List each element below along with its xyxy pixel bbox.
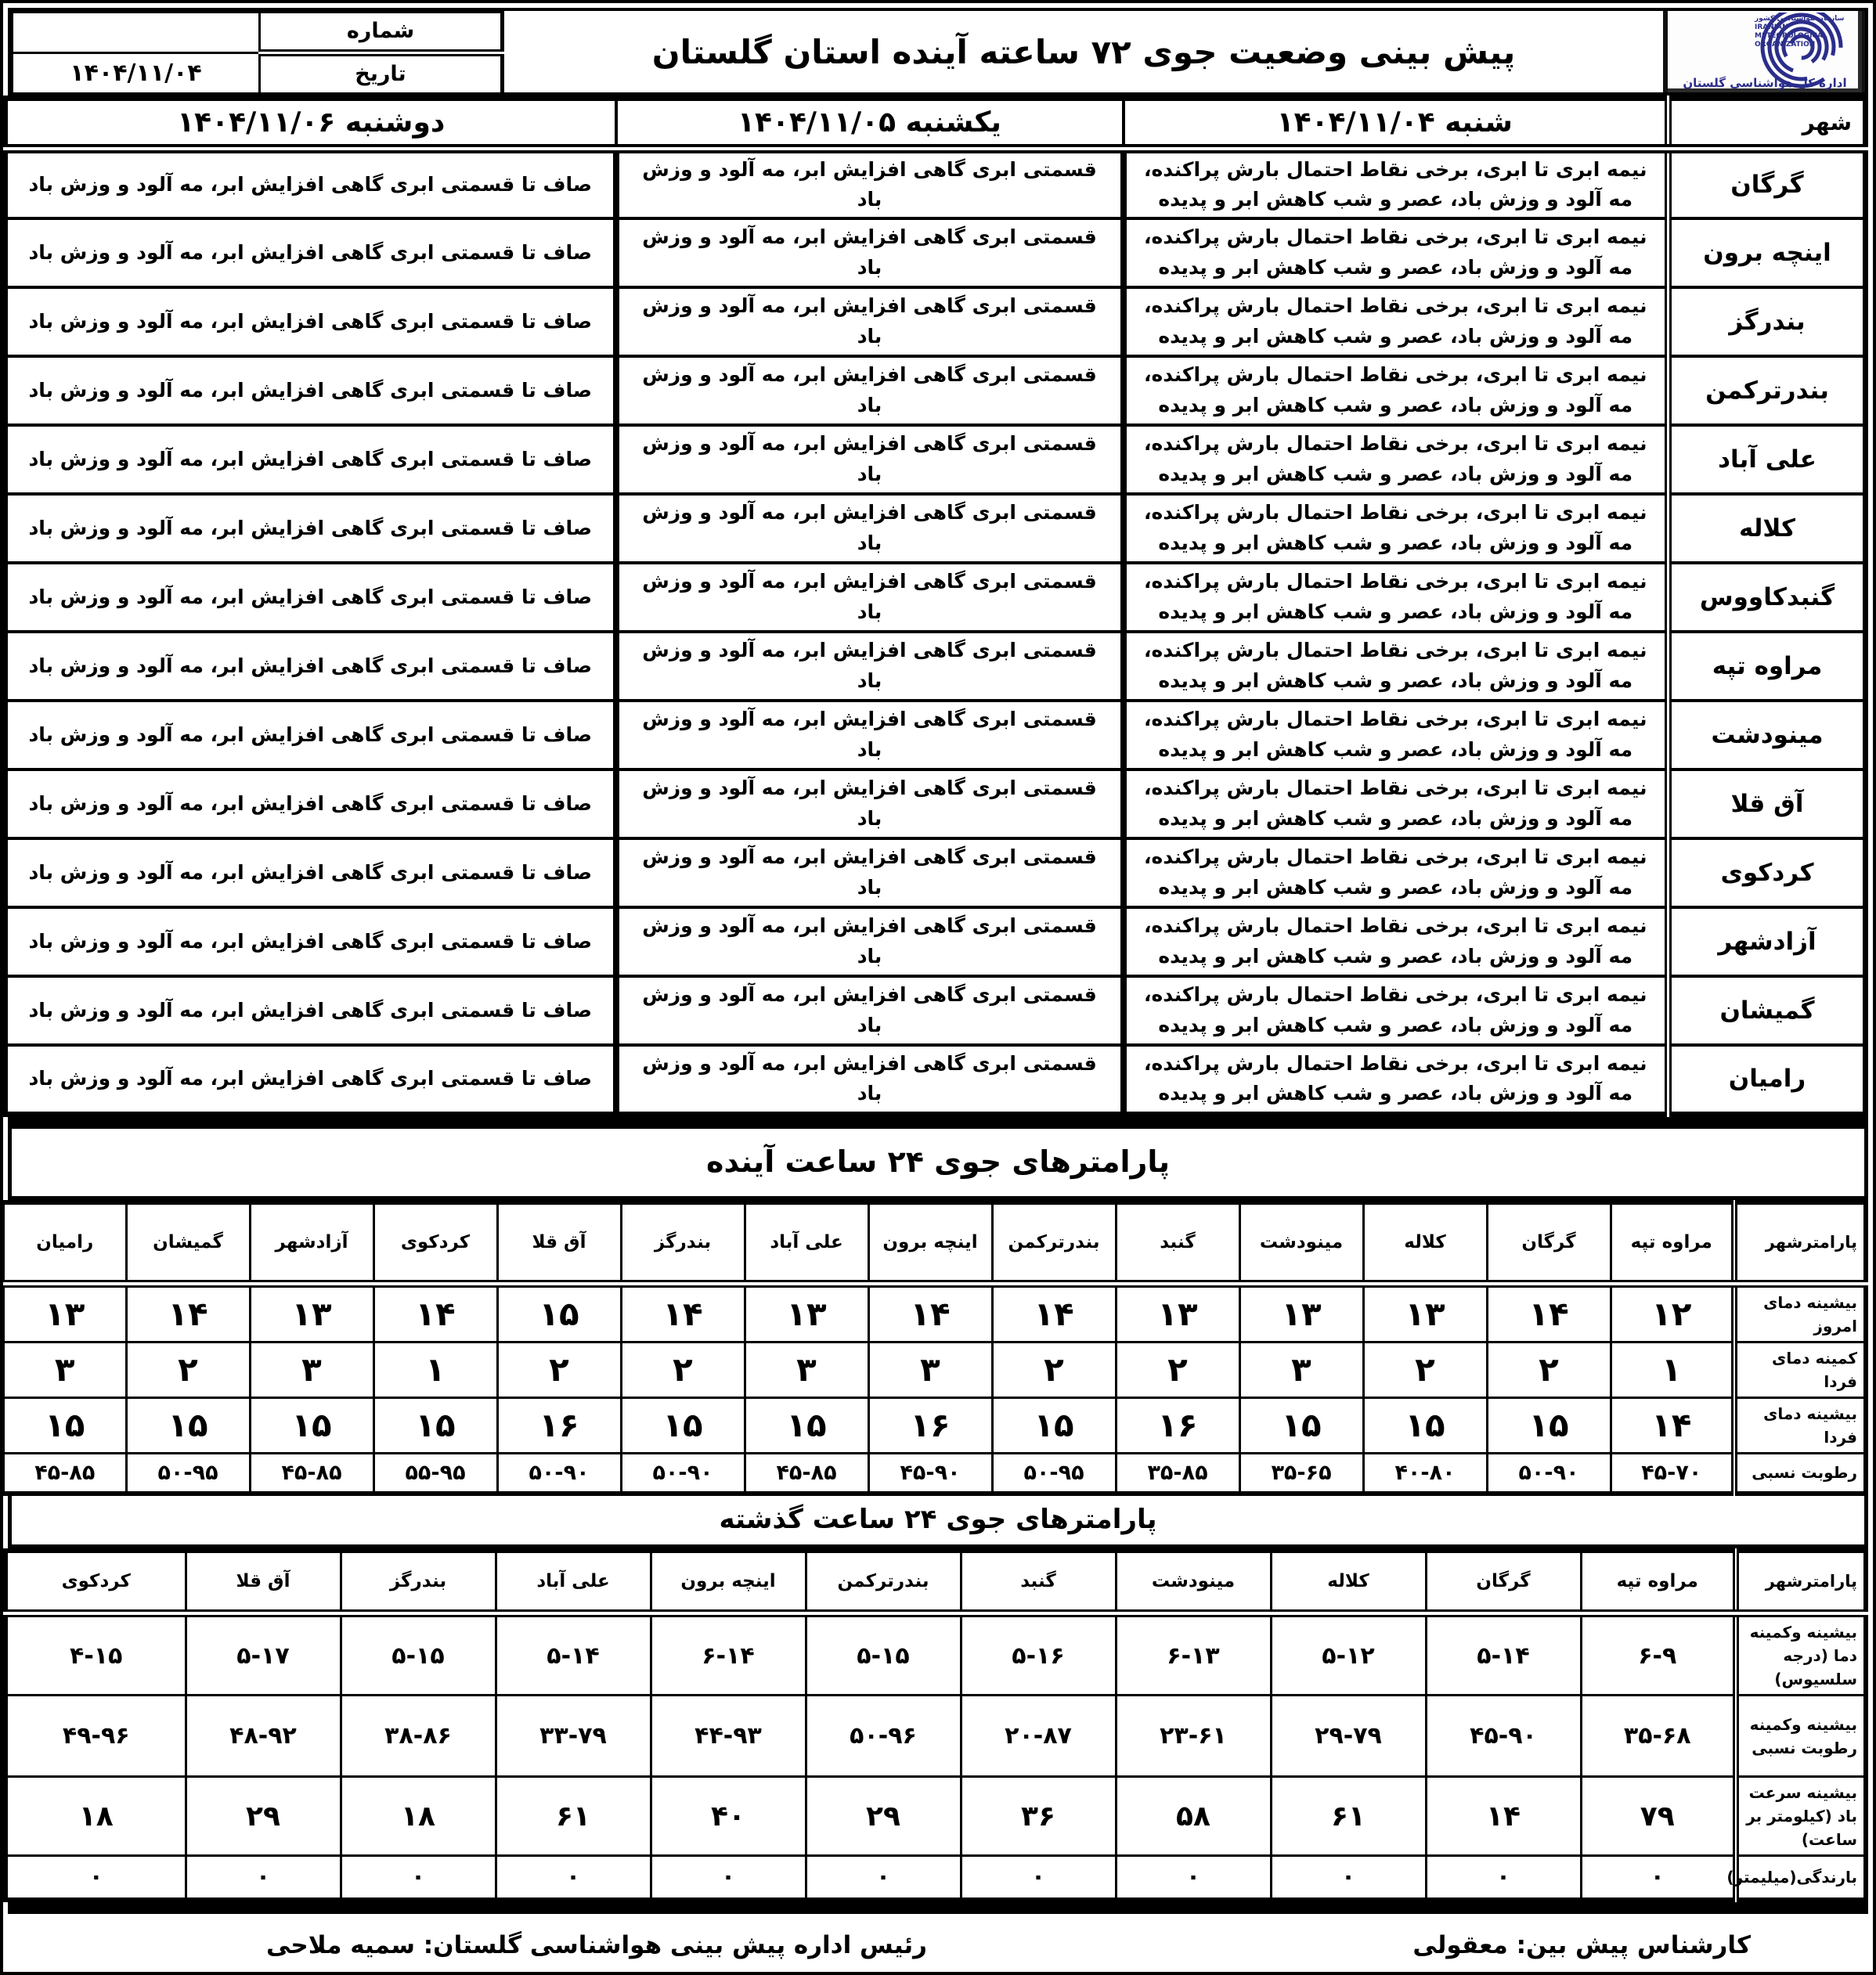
date-label: تاریخ [260, 52, 503, 92]
organization-logo [1663, 11, 1865, 92]
param-value: ۴۵-۷۰ [1611, 1453, 1734, 1494]
forecast-mon: صاف تا قسمتی ابری گاهی افزایش ابر، مه آلود و وزش باد [5, 769, 616, 838]
city-column-header: شهر [1669, 99, 1866, 149]
section-divider [8, 1117, 1868, 1129]
city-name: کردکوی [1669, 838, 1866, 907]
param-value: ۵۰-۹۰ [497, 1453, 621, 1494]
param-value: ۵-۱۷ [186, 1613, 341, 1696]
forecast-row [5, 907, 1866, 976]
logo-office-name: اداره کل هواشناسی گلستان [1683, 76, 1847, 90]
param-value: ۳۳-۷۹ [496, 1696, 651, 1777]
param-value: ۱ [1611, 1342, 1734, 1397]
param-value: ۲ [497, 1342, 621, 1397]
city-name: گنبدکاووس [1669, 563, 1866, 632]
forecast-mon: صاف تا قسمتی ابری گاهی افزایش ابر، مه آلود و وزش باد [5, 494, 616, 563]
param-row-max-temp-today [2, 1284, 1866, 1342]
param-value: ۶۱ [496, 1777, 651, 1856]
param-value: ۰ [341, 1856, 496, 1900]
param-value: ۵۰-۹۶ [806, 1696, 961, 1777]
param-value: ۶-۱۳ [1116, 1613, 1271, 1696]
forecast-mon: صاف تا قسمتی ابری گاهی افزایش ابر، مه آلود و وزش باد [5, 907, 616, 976]
param-city-header: کلاله [1271, 1551, 1426, 1613]
param-value: ۳ [250, 1342, 373, 1397]
param-value: ۲۹-۷۹ [1271, 1696, 1426, 1777]
param-value: ۱۵ [1239, 1397, 1363, 1453]
future-params-table [0, 1200, 1868, 1497]
param-row-label: بیشینه دمای فردا [1734, 1397, 1866, 1453]
forecast-sun: قسمتی ابری گاهی افزایش ابر، مه آلود و وزش باد [616, 838, 1124, 907]
param-row-max-wind-speed [5, 1777, 1866, 1856]
forecast-row [5, 425, 1866, 494]
param-value: ۵۸ [1116, 1777, 1271, 1856]
forecast-sat: نیمه ابری تا ابری، برخی نقاط احتمال بارش پراکنده، مه آلود و وزش باد، عصر و شب کاهش ابر و پدیده [1124, 356, 1669, 425]
param-value: ۵-۱۶ [961, 1613, 1116, 1696]
param-value: ۳ [2, 1342, 126, 1397]
param-value: ۱۵ [992, 1397, 1116, 1453]
param-value: ۱۳ [250, 1284, 373, 1342]
param-value: ۰ [1116, 1856, 1271, 1900]
param-value: ۱۴ [868, 1284, 992, 1342]
param-value: ۱۵ [126, 1397, 250, 1453]
param-city-header: بندرترکمن [992, 1202, 1116, 1284]
param-city-header: علی آباد [745, 1202, 868, 1284]
future-params-title: پارامترهای جوی ۲۴ ساعت آینده [8, 1129, 1868, 1200]
city-name: رامیان [1669, 1045, 1866, 1114]
forecast-row [5, 769, 1866, 838]
param-value: ۱۳ [2, 1284, 126, 1342]
city-name: آق قلا [1669, 769, 1866, 838]
param-row-label: بیشینه دمای امروز [1734, 1284, 1866, 1342]
forecast-row [5, 563, 1866, 632]
forecast-sun: قسمتی ابری گاهی افزایش ابر، مه آلود و وزش باد [616, 1045, 1124, 1114]
param-row-label: بیشینه وکمینه دما (درجه سلسیوس) [1736, 1613, 1866, 1696]
forecast-mon: صاف تا قسمتی ابری گاهی افزایش ابر، مه آلود و وزش باد [5, 976, 616, 1045]
forecast-sun: قسمتی ابری گاهی افزایش ابر، مه آلود و وزش باد [616, 425, 1124, 494]
title-box [504, 11, 1663, 92]
logo-org-en-1: IRANIAN [1755, 23, 1788, 31]
param-row-minmax-humidity [5, 1696, 1866, 1777]
param-row-label: کمینه دمای فردا [1734, 1342, 1866, 1397]
param-city-header: بندرگز [621, 1202, 745, 1284]
city-name: کلاله [1669, 494, 1866, 563]
param-value: ۲ [621, 1342, 745, 1397]
param-city-header: کردکوی [373, 1202, 497, 1284]
param-value: ۵-۱۲ [1271, 1613, 1426, 1696]
forecast-sat: نیمه ابری تا ابری، برخی نقاط احتمال بارش پراکنده، مه آلود و وزش باد، عصر و شب کاهش ابر و پدیده [1124, 1045, 1669, 1114]
param-value: ۱۵ [1487, 1397, 1611, 1453]
param-value: ۵۰-۹۵ [992, 1453, 1116, 1494]
param-value: ۲۳-۶۱ [1116, 1696, 1271, 1777]
forecast-sat: نیمه ابری تا ابری، برخی نقاط احتمال بارش پراکنده، مه آلود و وزش باد، عصر و شب کاهش ابر و پدیده [1124, 838, 1669, 907]
param-value: ۱۴ [1426, 1777, 1581, 1856]
param-value: ۱۳ [1363, 1284, 1487, 1342]
param-city-header: گرگان [1426, 1551, 1581, 1613]
param-value: ۱۴ [992, 1284, 1116, 1342]
param-city-header: گرگان [1487, 1202, 1611, 1284]
param-value: ۳۵-۸۵ [1116, 1453, 1239, 1494]
day-header-saturday: شنبه ۱۴۰۴/۱۱/۰۴ [1124, 99, 1669, 149]
param-value: ۴۴-۹۳ [651, 1696, 806, 1777]
param-city-header: آزادشهر [250, 1202, 373, 1284]
param-value: ۲ [126, 1342, 250, 1397]
forecast-header-row [5, 99, 1866, 149]
param-value: ۵۰-۹۰ [621, 1453, 745, 1494]
param-value: ۳۵-۶۵ [1239, 1453, 1363, 1494]
forecast-sun: قسمتی ابری گاهی افزایش ابر، مه آلود و وزش باد [616, 494, 1124, 563]
forecast-sun: قسمتی ابری گاهی افزایش ابر، مه آلود و وزش باد [616, 287, 1124, 356]
forecast-sat: نیمه ابری تا ابری، برخی نقاط احتمال بارش پراکنده، مه آلود و وزش باد، عصر و شب کاهش ابر و پدیده [1124, 425, 1669, 494]
param-city-header: مینودشت [1239, 1202, 1363, 1284]
param-city-header: گمیشان [126, 1202, 250, 1284]
head-signature: رئیس اداره پیش بینی هواشناسی گلستان: سمیه ملاحی [266, 1930, 927, 1959]
forecast-sun: قسمتی ابری گاهی افزایش ابر، مه آلود و وزش باد [616, 149, 1124, 219]
city-name: بندرترکمن [1669, 356, 1866, 425]
forecast-table [2, 96, 1868, 1117]
param-value: ۰ [1426, 1856, 1581, 1900]
param-value: ۱۴ [1487, 1284, 1611, 1342]
param-city-header: اینچه برون [868, 1202, 992, 1284]
forecast-row [5, 632, 1866, 701]
param-value: ۴۸-۹۲ [186, 1696, 341, 1777]
forecast-sat: نیمه ابری تا ابری، برخی نقاط احتمال بارش پراکنده، مه آلود و وزش باد، عصر و شب کاهش ابر و پدیده [1124, 494, 1669, 563]
param-city-header: مراوه تپه [1611, 1202, 1734, 1284]
param-value: ۴۵-۸۵ [745, 1453, 868, 1494]
forecast-sun: قسمتی ابری گاهی افزایش ابر، مه آلود و وزش باد [616, 976, 1124, 1045]
number-label: شماره [260, 13, 503, 53]
param-city-header: کردکوی [5, 1551, 186, 1613]
param-value: ۱۳ [745, 1284, 868, 1342]
forecast-sat: نیمه ابری تا ابری، برخی نقاط احتمال بارش پراکنده، مه آلود و وزش باد، عصر و شب کاهش ابر و پدیده [1124, 769, 1669, 838]
param-value: ۰ [1271, 1856, 1426, 1900]
param-value: ۴۰ [651, 1777, 806, 1856]
param-value: ۱ [373, 1342, 497, 1397]
params-corner-header: پارامترشهر [1736, 1551, 1866, 1613]
param-city-header: مینودشت [1116, 1551, 1271, 1613]
params-corner-header: پارامترشهر [1734, 1202, 1866, 1284]
param-value: ۲ [1116, 1342, 1239, 1397]
logo-org-en-3: ORGANIZATION [1755, 41, 1816, 49]
forecast-sun: قسمتی ابری گاهی افزایش ابر، مه آلود و وزش باد [616, 632, 1124, 701]
day-header-sunday: یکشنبه ۱۴۰۴/۱۱/۰۵ [616, 99, 1124, 149]
param-value: ۰ [961, 1856, 1116, 1900]
param-value: ۳ [1239, 1342, 1363, 1397]
param-row-label: رطوبت نسبی [1734, 1453, 1866, 1494]
param-value: ۰ [5, 1856, 186, 1900]
param-value: ۵-۱۴ [1426, 1613, 1581, 1696]
param-value: ۵۰-۹۵ [126, 1453, 250, 1494]
document-header [8, 8, 1868, 96]
param-city-header: آق قلا [497, 1202, 621, 1284]
forecast-sat: نیمه ابری تا ابری، برخی نقاط احتمال بارش پراکنده، مه آلود و وزش باد، عصر و شب کاهش ابر و پدیده [1124, 976, 1669, 1045]
param-value: ۱۵ [1363, 1397, 1487, 1453]
param-value: ۱۳ [1239, 1284, 1363, 1342]
forecaster-signature: کارشناس پیش بین: معقولی [1412, 1930, 1751, 1959]
param-value: ۱۴ [126, 1284, 250, 1342]
city-name: گرگان [1669, 149, 1866, 219]
forecast-row [5, 356, 1866, 425]
param-row-label: بیشینه وکمینه رطوبت نسبی [1736, 1696, 1866, 1777]
param-value: ۶۱ [1271, 1777, 1426, 1856]
number-value [13, 13, 260, 53]
forecast-sun: قسمتی ابری گاهی افزایش ابر، مه آلود و وزش باد [616, 218, 1124, 287]
param-value: ۱۶ [497, 1397, 621, 1453]
number-date-table [11, 11, 504, 92]
city-name: علی آباد [1669, 425, 1866, 494]
forecast-row [5, 287, 1866, 356]
param-row-minmax-temp [5, 1613, 1866, 1696]
logo-org-en-2: METEOROLOGICAL [1755, 32, 1827, 40]
forecast-sat: نیمه ابری تا ابری، برخی نقاط احتمال بارش پراکنده، مه آلود و وزش باد، عصر و شب کاهش ابر و پدیده [1124, 563, 1669, 632]
param-value: ۱۳ [1116, 1284, 1239, 1342]
param-value: ۲ [1487, 1342, 1611, 1397]
param-value: ۰ [186, 1856, 341, 1900]
signature-footer [8, 1914, 1868, 1967]
city-name: اینچه برون [1669, 218, 1866, 287]
param-value: ۳۵-۶۸ [1581, 1696, 1736, 1777]
param-city-header: گنبد [961, 1551, 1116, 1613]
param-value: ۴۵-۸۵ [2, 1453, 126, 1494]
param-value: ۲ [1363, 1342, 1487, 1397]
forecast-sat: نیمه ابری تا ابری، برخی نقاط احتمال بارش پراکنده، مه آلود و وزش باد، عصر و شب کاهش ابر و پدیده [1124, 632, 1669, 701]
forecast-mon: صاف تا قسمتی ابری گاهی افزایش ابر، مه آلود و وزش باد [5, 701, 616, 769]
forecast-row [5, 1045, 1866, 1114]
forecast-sat: نیمه ابری تا ابری، برخی نقاط احتمال بارش پراکنده، مه آلود و وزش باد، عصر و شب کاهش ابر و پدیده [1124, 218, 1669, 287]
param-row-min-temp-tomorrow [2, 1342, 1866, 1397]
city-name: آزادشهر [1669, 907, 1866, 976]
param-value: ۰ [1581, 1856, 1736, 1900]
meteorological-organization-logo-icon [1670, 13, 1860, 91]
param-value: ۰ [651, 1856, 806, 1900]
city-name: مراوه تپه [1669, 632, 1866, 701]
param-value: ۴۵-۸۵ [250, 1453, 373, 1494]
param-value: ۵۰-۹۰ [1487, 1453, 1611, 1494]
section-divider [8, 1902, 1868, 1914]
param-value: ۴۵-۹۰ [1426, 1696, 1581, 1777]
forecast-mon: صاف تا قسمتی ابری گاهی افزایش ابر، مه آلود و وزش باد [5, 632, 616, 701]
forecast-sun: قسمتی ابری گاهی افزایش ابر، مه آلود و وزش باد [616, 907, 1124, 976]
param-value: ۳ [868, 1342, 992, 1397]
forecast-sat: نیمه ابری تا ابری، برخی نقاط احتمال بارش پراکنده، مه آلود و وزش باد، عصر و شب کاهش ابر و پدیده [1124, 907, 1669, 976]
forecast-mon: صاف تا قسمتی ابری گاهی افزایش ابر، مه آلود و وزش باد [5, 149, 616, 219]
param-value: ۵۵-۹۵ [373, 1453, 497, 1494]
param-value: ۲۰-۸۷ [961, 1696, 1116, 1777]
forecast-row [5, 218, 1866, 287]
param-value: ۴۹-۹۶ [5, 1696, 186, 1777]
future-params-header-row [2, 1202, 1866, 1284]
city-name: گمیشان [1669, 976, 1866, 1045]
param-value: ۱۵ [373, 1397, 497, 1453]
forecast-row [5, 976, 1866, 1045]
param-row-label: بیشینه سرعت باد (کیلومتر بر ساعت) [1736, 1777, 1866, 1856]
param-value: ۱۵ [2, 1397, 126, 1453]
param-row-label: بارندگی(میلیمتر) [1736, 1856, 1866, 1900]
param-value: ۷۹ [1581, 1777, 1736, 1856]
param-value: ۲ [992, 1342, 1116, 1397]
param-value: ۱۵ [745, 1397, 868, 1453]
forecast-sat: نیمه ابری تا ابری، برخی نقاط احتمال بارش پراکنده، مه آلود و وزش باد، عصر و شب کاهش ابر و پدیده [1124, 701, 1669, 769]
param-value: ۰ [806, 1856, 961, 1900]
forecast-sat: نیمه ابری تا ابری، برخی نقاط احتمال بارش پراکنده، مه آلود و وزش باد، عصر و شب کاهش ابر و پدیده [1124, 287, 1669, 356]
param-value: ۱۴ [621, 1284, 745, 1342]
forecast-mon: صاف تا قسمتی ابری گاهی افزایش ابر، مه آلود و وزش باد [5, 218, 616, 287]
param-city-header: گنبد [1116, 1202, 1239, 1284]
past-params-header-row [5, 1551, 1866, 1613]
param-value: ۱۴ [373, 1284, 497, 1342]
param-city-header: آق قلا [186, 1551, 341, 1613]
param-value: ۱۶ [868, 1397, 992, 1453]
param-city-header: علی آباد [496, 1551, 651, 1613]
param-value: ۵-۱۴ [496, 1613, 651, 1696]
param-row-rainfall [5, 1856, 1866, 1900]
forecast-mon: صاف تا قسمتی ابری گاهی افزایش ابر، مه آلود و وزش باد [5, 287, 616, 356]
param-value: ۱۸ [5, 1777, 186, 1856]
forecast-mon: صاف تا قسمتی ابری گاهی افزایش ابر، مه آلود و وزش باد [5, 425, 616, 494]
param-value: ۱۵ [497, 1284, 621, 1342]
forecast-sun: قسمتی ابری گاهی افزایش ابر، مه آلود و وزش باد [616, 701, 1124, 769]
param-value: ۲۹ [186, 1777, 341, 1856]
forecast-row [5, 838, 1866, 907]
param-value: ۳۸-۸۶ [341, 1696, 496, 1777]
forecast-sun: قسمتی ابری گاهی افزایش ابر، مه آلود و وزش باد [616, 563, 1124, 632]
past-params-table [3, 1548, 1868, 1902]
date-value: ۱۴۰۴/۱۱/۰۴ [13, 52, 260, 92]
param-value: ۱۴ [1611, 1397, 1734, 1453]
forecast-mon: صاف تا قسمتی ابری گاهی افزایش ابر، مه آلود و وزش باد [5, 563, 616, 632]
param-value: ۶-۱۴ [651, 1613, 806, 1696]
param-value: ۱۶ [1116, 1397, 1239, 1453]
param-value: ۵-۱۵ [806, 1613, 961, 1696]
param-value: ۶-۹ [1581, 1613, 1736, 1696]
forecast-sun: قسمتی ابری گاهی افزایش ابر، مه آلود و وزش باد [616, 356, 1124, 425]
param-value: ۰ [496, 1856, 651, 1900]
param-value: ۵-۱۵ [341, 1613, 496, 1696]
forecast-row [5, 494, 1866, 563]
forecast-sun: قسمتی ابری گاهی افزایش ابر، مه آلود و وزش باد [616, 769, 1124, 838]
forecast-row [5, 701, 1866, 769]
param-city-header: کلاله [1363, 1202, 1487, 1284]
param-value: ۳۶ [961, 1777, 1116, 1856]
param-value: ۴۰-۸۰ [1363, 1453, 1487, 1494]
city-name: بندرگز [1669, 287, 1866, 356]
param-city-header: مراوه تپه [1581, 1551, 1736, 1613]
param-value: ۱۵ [250, 1397, 373, 1453]
forecast-row [5, 149, 1866, 219]
param-row-max-temp-tomorrow [2, 1397, 1866, 1453]
param-value: ۴۵-۹۰ [868, 1453, 992, 1494]
param-row-relative-humidity [2, 1453, 1866, 1494]
document-title: پیش بینی وضعیت جوی ۷۲ ساعته آینده استان گلستان [651, 32, 1516, 71]
logo-org-fa: سازمان هواشناسی کشور [1755, 15, 1845, 23]
param-value: ۴-۱۵ [5, 1613, 186, 1696]
day-header-monday: دوشنبه ۱۴۰۴/۱۱/۰۶ [5, 99, 616, 149]
city-name: مینودشت [1669, 701, 1866, 769]
param-value: ۱۵ [621, 1397, 745, 1453]
param-value: ۲۹ [806, 1777, 961, 1856]
param-city-header: رامیان [2, 1202, 126, 1284]
forecast-mon: صاف تا قسمتی ابری گاهی افزایش ابر، مه آلود و وزش باد [5, 1045, 616, 1114]
param-value: ۳ [745, 1342, 868, 1397]
param-city-header: اینچه برون [651, 1551, 806, 1613]
param-city-header: بندرگز [341, 1551, 496, 1613]
forecast-mon: صاف تا قسمتی ابری گاهی افزایش ابر، مه آلود و وزش باد [5, 838, 616, 907]
forecast-mon: صاف تا قسمتی ابری گاهی افزایش ابر، مه آلود و وزش باد [5, 356, 616, 425]
param-city-header: بندرترکمن [806, 1551, 961, 1613]
forecast-sat: نیمه ابری تا ابری، برخی نقاط احتمال بارش پراکنده، مه آلود و وزش باد، عصر و شب کاهش ابر و پدیده [1124, 149, 1669, 219]
param-value: ۱۸ [341, 1777, 496, 1856]
param-value: ۱۲ [1611, 1284, 1734, 1342]
past-params-title: پارامترهای جوی ۲۴ ساعت گذشته [8, 1496, 1868, 1548]
